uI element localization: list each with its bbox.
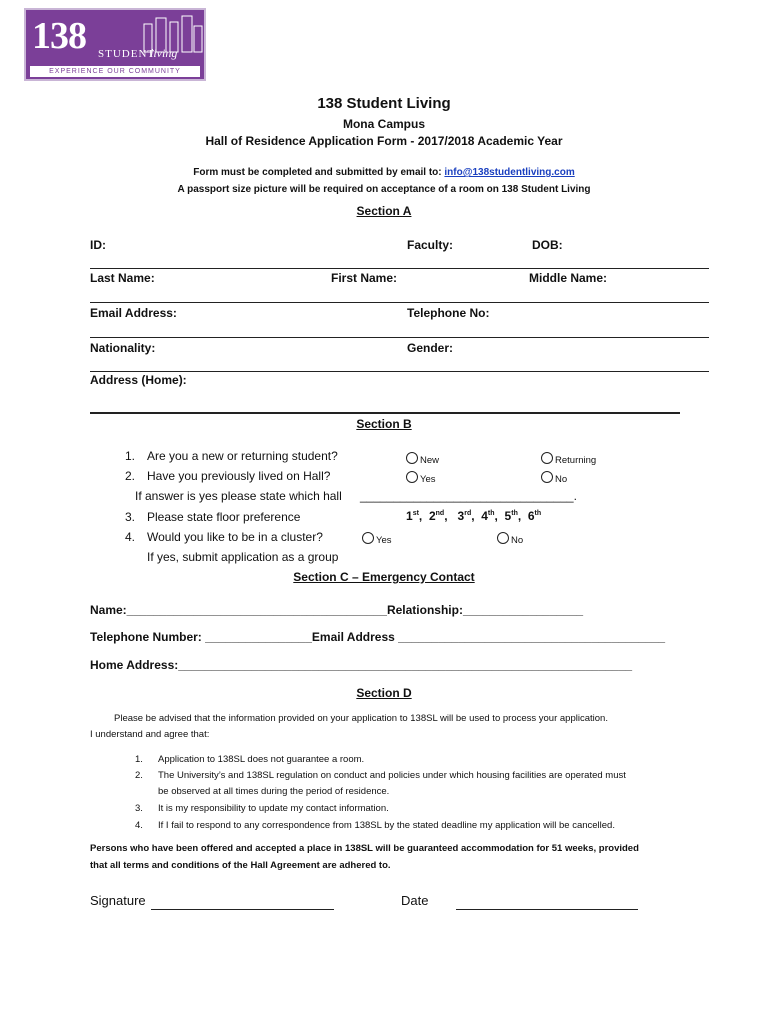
logo — [24, 8, 206, 81]
address-line[interactable] — [90, 412, 680, 414]
email-link[interactable]: info@138studentliving.com — [444, 167, 575, 178]
logo-tagline: EXPERIENCE OUR COMMUNITY — [30, 66, 200, 77]
hall-name-field[interactable]: ________________________________. — [360, 489, 577, 503]
signature-line[interactable] — [151, 909, 334, 910]
q1-new-label: New — [420, 455, 440, 466]
term-3-text: It is my responsibility to update my contact information. — [158, 803, 389, 814]
form-title: Hall of Residence Application Form - 2017/2018 Academic Year — [205, 134, 563, 148]
email-row-line[interactable] — [90, 337, 709, 338]
section-c-heading: Section C – Emergency Contact — [293, 570, 475, 584]
date-label: Date — [401, 893, 429, 908]
q2-no-label: No — [555, 474, 568, 485]
emergency-name-row[interactable]: Name:_______________________________________Relationship:__________________ — [90, 603, 584, 617]
guarantee-line-2: that all terms and conditions of the Hall Agreement are adhered to. — [90, 860, 391, 871]
date-line[interactable] — [456, 909, 638, 910]
logo-student: STUDENT — [98, 48, 156, 60]
nationality-row-line[interactable] — [90, 371, 709, 372]
campus-name: Mona Campus — [342, 117, 425, 131]
q1-returning-option[interactable] — [541, 452, 596, 466]
q1-number: 1. — [125, 449, 136, 463]
q1-new-option[interactable] — [406, 452, 439, 466]
q1-returning-label: Returning — [555, 455, 597, 466]
name-row-line[interactable] — [90, 302, 709, 303]
q4-number: 4. — [125, 530, 136, 544]
q4-no-label: No — [511, 535, 524, 546]
term-4-number: 4. — [135, 820, 143, 831]
q2-yes-option[interactable] — [406, 471, 436, 485]
telephone-label: Telephone No: — [407, 306, 490, 320]
faculty-label: Faculty: — [407, 238, 454, 252]
floor-3[interactable]: 3rd — [457, 509, 472, 523]
q2-number: 2. — [125, 469, 136, 483]
q1-text: Are you a new or returning student? — [147, 449, 338, 463]
floor-2[interactable]: 2nd — [428, 509, 445, 523]
dob-label: DOB: — [532, 238, 563, 252]
floor-options[interactable]: 1st, 2nd, 3rd, 4th, 5th, 6th — [406, 509, 542, 523]
first-name-label: First Name: — [331, 271, 398, 285]
q4-no-option[interactable] — [497, 532, 523, 546]
q3-text: Please state floor preference — [147, 510, 301, 524]
floor-1[interactable]: 1st — [406, 509, 419, 523]
term-4-text: If I fail to respond to any correspondence from 138SL by the stated deadline my application will be cancelled. — [158, 820, 615, 831]
radio-icon — [541, 452, 553, 464]
page-title: 138 Student Living — [317, 95, 451, 112]
nationality-label: Nationality: — [90, 341, 156, 355]
q4-followup-text: If yes, submit application as a group — [147, 550, 339, 564]
advice-text: Please be advised that the information provided on your application to 138SL will be used to process your application. — [114, 713, 608, 724]
q4-yes-label: Yes — [376, 535, 392, 546]
q2-text: Have you previously lived on Hall? — [147, 469, 331, 483]
term-1-number: 1. — [135, 754, 143, 765]
signature-label: Signature — [90, 893, 146, 908]
id-row-line[interactable] — [90, 268, 709, 269]
q2-yes-label: Yes — [420, 474, 436, 485]
guarantee-line-1: Persons who have been offered and accepted a place in 138SL will be guaranteed accommodation for 51 weeks, provided — [90, 843, 639, 854]
q3-number: 3. — [125, 510, 136, 524]
id-label: ID: — [90, 238, 106, 252]
logo-number: 138 — [32, 15, 86, 57]
section-d-heading: Section D — [356, 686, 412, 700]
term-3-number: 3. — [135, 803, 143, 814]
last-name-label: Last Name: — [90, 271, 155, 285]
term-2-text-cont: be observed at all times during the period of residence. — [158, 786, 390, 797]
term-2-number: 2. — [135, 770, 143, 781]
q4-yes-option[interactable] — [362, 532, 392, 546]
radio-icon — [406, 452, 418, 464]
q2-followup-text: If answer is yes please state which hall — [135, 489, 342, 503]
emergency-telephone-row[interactable]: Telephone Number: ________________Email Address ________________________________________ — [90, 630, 666, 644]
passport-note: A passport size picture will be required on acceptance of a room on 138 Student Living — [177, 184, 591, 195]
logo-living: living — [150, 46, 178, 60]
term-2-text: The University’s and 138SL regulation on conduct and policies under which housing facilities are operated must — [158, 770, 626, 781]
email-instruction — [0, 167, 768, 178]
radio-icon — [541, 471, 553, 483]
emergency-address-row[interactable]: Home Address:____________________________________________________________________ — [90, 658, 633, 672]
middle-name-label: Middle Name: — [529, 271, 608, 285]
term-1-text: Application to 138SL does not guarantee a room. — [158, 754, 365, 765]
q4-text: Would you like to be in a cluster? — [147, 530, 323, 544]
floor-4[interactable]: 4th — [481, 509, 495, 523]
agree-text: I understand and agree that: — [90, 729, 210, 740]
radio-icon — [406, 471, 418, 483]
email-label: Email Address: — [90, 306, 177, 320]
floor-6[interactable]: 6th — [527, 509, 542, 523]
address-label: Address (Home): — [90, 373, 187, 387]
section-b-heading: Section B — [356, 417, 412, 431]
floor-5[interactable]: 5th — [504, 509, 518, 523]
gender-label: Gender: — [407, 341, 454, 355]
radio-icon — [362, 532, 374, 544]
radio-icon — [497, 532, 509, 544]
q2-no-option[interactable] — [541, 471, 567, 485]
section-a-heading: Section A — [356, 204, 412, 218]
email-note: Form must be completed and submitted by email to: — [193, 167, 442, 178]
